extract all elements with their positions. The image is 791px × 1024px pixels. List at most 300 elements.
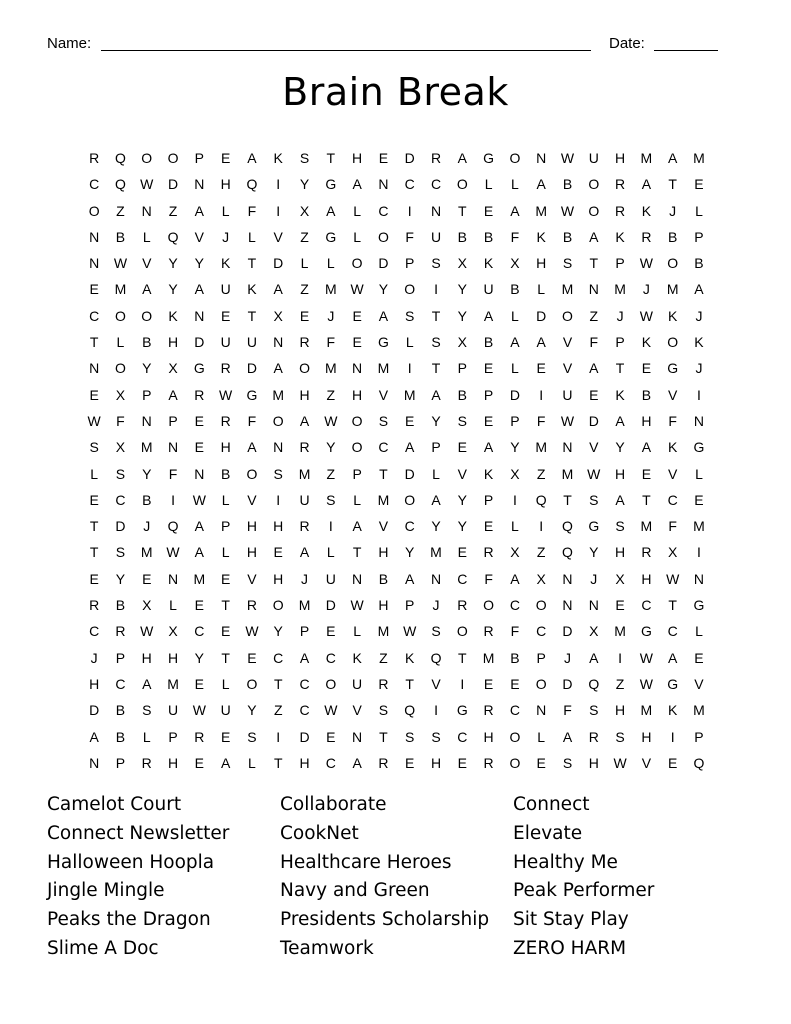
grid-letter[interactable]: Z [300,281,309,298]
grid-letter[interactable]: X [589,623,599,640]
grid-letter[interactable]: W [324,412,338,429]
grid-letter[interactable]: H [167,754,179,771]
grid-letter[interactable]: L [695,623,703,640]
grid-letter[interactable]: S [326,491,336,508]
grid-letter[interactable]: L [142,728,151,745]
grid-letter[interactable]: Y [168,281,178,298]
grid-letter[interactable]: C [536,623,547,640]
grid-letter[interactable]: L [432,465,440,482]
grid-letter[interactable]: H [588,754,599,771]
grid-letter[interactable]: G [588,518,600,535]
grid-letter[interactable]: E [273,544,283,561]
grid-letter[interactable]: W [192,491,206,508]
grid-letter[interactable]: O [562,307,573,324]
grid-letter[interactable]: L [511,360,519,377]
grid-letter[interactable]: M [377,360,390,377]
grid-letter[interactable]: E [483,412,494,429]
grid-letter[interactable]: E [299,307,310,324]
grid-letter[interactable]: N [430,202,442,219]
grid-letter[interactable]: E [142,570,152,587]
grid-letter[interactable]: G [693,439,705,456]
grid-letter[interactable]: H [483,728,494,745]
grid-letter[interactable]: R [457,597,468,614]
grid-letter[interactable]: Y [378,281,389,298]
grid-letter[interactable]: T [563,491,572,508]
grid-letter[interactable]: W [140,623,154,640]
grid-letter[interactable]: A [168,386,178,403]
grid-letter[interactable]: P [168,728,178,745]
grid-letter[interactable]: L [484,176,493,193]
grid-letter[interactable]: D [509,386,520,403]
grid-letter[interactable]: R [615,176,626,193]
grid-letter[interactable]: L [405,334,414,351]
grid-letter[interactable]: N [693,570,705,587]
grid-letter[interactable]: W [350,597,364,614]
grid-letter[interactable]: K [615,386,625,403]
grid-letter[interactable]: I [670,728,675,745]
grid-letter[interactable]: Z [273,702,283,719]
grid-letter[interactable]: I [276,176,281,193]
grid-letter[interactable]: F [536,412,546,429]
grid-letter[interactable]: B [115,728,126,745]
grid-letter[interactable]: P [299,623,310,640]
grid-letter[interactable]: O [456,623,468,640]
grid-letter[interactable]: O [272,597,284,614]
grid-letter[interactable]: N [378,176,389,193]
grid-letter[interactable]: M [272,386,285,403]
grid-letter[interactable]: I [171,491,175,508]
grid-letter[interactable]: K [641,334,652,351]
grid-letter[interactable]: S [378,702,389,719]
grid-letter[interactable]: O [88,202,100,219]
grid-letter[interactable]: U [352,675,363,692]
grid-letter[interactable]: T [458,649,467,666]
grid-letter[interactable]: P [483,386,494,403]
grid-letter[interactable]: M [298,465,311,482]
grid-letter[interactable]: M [666,281,679,298]
grid-letter[interactable]: X [510,465,520,482]
grid-letter[interactable]: O [535,597,547,614]
grid-letter[interactable]: D [167,176,179,193]
grid-letter[interactable]: M [614,281,626,298]
grid-letter[interactable]: A [299,412,310,429]
grid-letter[interactable]: K [483,465,494,482]
grid-letter[interactable]: C [430,176,442,193]
grid-letter[interactable]: W [166,544,180,561]
grid-letter[interactable]: K [168,307,178,324]
grid-letter[interactable]: B [220,465,231,482]
grid-letter[interactable]: R [483,754,494,771]
grid-letter[interactable]: D [246,360,257,377]
grid-letter[interactable]: A [589,360,599,377]
grid-letter[interactable]: N [89,228,100,245]
grid-letter[interactable]: E [194,439,204,456]
grid-letter[interactable]: O [509,728,521,745]
grid-letter[interactable]: Q [167,228,179,245]
grid-letter[interactable]: C [378,202,389,219]
grid-letter[interactable]: W [350,281,364,298]
grid-letter[interactable]: C [404,518,415,535]
grid-letter[interactable]: O [509,754,521,771]
grid-letter[interactable]: X [510,544,520,561]
grid-letter[interactable]: I [407,202,412,219]
grid-letter[interactable]: T [405,675,414,692]
grid-letter[interactable]: N [167,570,179,587]
grid-letter[interactable]: P [694,228,704,245]
grid-letter[interactable]: X [168,360,178,377]
grid-letter[interactable]: I [697,544,701,561]
grid-letter[interactable]: S [299,150,310,166]
grid-letter[interactable]: A [483,439,494,456]
grid-letter[interactable]: G [456,702,468,719]
grid-letter[interactable]: E [352,307,362,324]
grid-letter[interactable]: A [615,491,625,508]
grid-letter[interactable]: M [640,150,653,166]
grid-letter[interactable]: H [299,754,310,771]
grid-letter[interactable]: A [142,281,152,298]
grid-letter[interactable]: V [668,386,678,403]
grid-letter[interactable]: Q [430,649,442,666]
grid-letter[interactable]: J [432,597,440,614]
grid-letter[interactable]: O [667,255,679,272]
grid-letter[interactable]: S [431,623,441,640]
grid-letter[interactable]: T [431,360,441,377]
grid-letter[interactable]: O [115,360,126,377]
grid-letter[interactable]: V [562,360,573,377]
grid-letter[interactable]: E [483,518,494,535]
grid-letter[interactable]: O [351,412,363,429]
grid-letter[interactable]: P [115,649,126,666]
grid-letter[interactable]: L [537,728,546,745]
grid-letter[interactable]: V [142,255,152,272]
grid-letter[interactable]: I [276,202,281,219]
grid-letter[interactable]: H [615,465,626,482]
grid-letter[interactable]: F [484,570,493,587]
grid-letter[interactable]: H [167,649,179,666]
grid-letter[interactable]: C [325,649,336,666]
grid-letter[interactable]: F [668,412,677,429]
grid-letter[interactable]: E [457,754,467,771]
grid-letter[interactable]: X [536,570,546,587]
grid-letter[interactable]: U [325,570,336,587]
grid-letter[interactable]: N [89,754,100,771]
date-field-line[interactable] [654,50,718,51]
grid-letter[interactable]: T [352,544,362,561]
grid-letter[interactable]: E [220,307,231,324]
grid-letter[interactable]: Q [562,518,573,535]
grid-letter[interactable]: O [115,307,126,324]
grid-letter[interactable]: R [378,754,389,771]
grid-letter[interactable]: W [613,754,627,771]
grid-letter[interactable]: Y [194,255,204,272]
grid-letter[interactable]: S [431,728,441,745]
grid-letter[interactable]: A [457,150,467,166]
grid-letter[interactable]: L [300,255,309,272]
grid-letter[interactable]: S [142,702,152,719]
grid-letter[interactable]: N [562,439,573,456]
grid-letter[interactable]: O [246,675,258,692]
grid-letter[interactable]: R [483,702,494,719]
grid-letter[interactable]: K [247,281,257,298]
grid-letter[interactable]: A [247,150,257,166]
grid-letter[interactable]: I [539,386,544,403]
grid-letter[interactable]: P [431,439,441,456]
grid-letter[interactable]: A [247,439,257,456]
grid-letter[interactable]: N [693,412,705,429]
grid-letter[interactable]: S [431,334,441,351]
grid-letter[interactable]: G [377,334,389,351]
grid-letter[interactable]: G [483,150,495,166]
grid-letter[interactable]: O [246,465,258,482]
grid-letter[interactable]: A [510,570,520,587]
grid-letter[interactable]: R [141,754,152,771]
grid-letter[interactable]: R [194,728,205,745]
grid-letter[interactable]: H [641,728,652,745]
grid-letter[interactable]: M [693,702,705,719]
grid-letter[interactable]: Y [247,702,257,719]
grid-letter[interactable]: C [273,649,284,666]
grid-letter[interactable]: T [668,597,677,614]
grid-letter[interactable]: P [405,597,415,614]
grid-letter[interactable]: Z [379,649,388,666]
grid-letter[interactable]: R [483,544,494,561]
grid-letter[interactable]: G [667,360,679,377]
grid-letter[interactable]: M [140,439,153,456]
grid-letter[interactable]: R [378,675,389,692]
grid-letter[interactable]: L [353,228,362,245]
grid-letter[interactable]: M [535,439,548,456]
grid-letter[interactable]: E [89,570,99,587]
grid-letter[interactable]: E [89,491,99,508]
grid-letter[interactable]: O [141,150,153,166]
grid-letter[interactable]: E [326,728,336,745]
grid-letter[interactable]: M [561,465,574,482]
grid-letter[interactable]: R [641,544,652,561]
grid-letter[interactable]: S [431,255,441,272]
grid-letter[interactable]: I [697,386,701,403]
grid-letter[interactable]: Y [431,412,441,429]
grid-letter[interactable]: W [560,412,575,429]
grid-letter[interactable]: C [194,623,205,640]
grid-letter[interactable]: S [405,728,415,745]
grid-letter[interactable]: T [431,307,441,324]
grid-letter[interactable]: A [194,202,204,219]
grid-letter[interactable]: T [247,307,257,324]
grid-letter[interactable]: A [668,150,678,166]
grid-letter[interactable]: A [194,281,204,298]
grid-letter[interactable]: O [299,360,310,377]
grid-letter[interactable]: C [404,176,415,193]
grid-letter[interactable]: A [299,649,310,666]
grid-letter[interactable]: A [510,202,520,219]
grid-letter[interactable]: L [142,228,151,245]
grid-letter[interactable]: Q [535,491,547,508]
grid-letter[interactable]: P [194,150,204,166]
grid-letter[interactable]: W [587,465,601,482]
grid-letter[interactable]: V [668,465,678,482]
grid-letter[interactable]: J [642,281,650,298]
grid-letter[interactable]: A [378,307,389,324]
grid-letter[interactable]: J [301,570,309,587]
grid-letter[interactable]: V [247,570,257,587]
grid-letter[interactable]: T [642,491,651,508]
grid-letter[interactable]: Q [246,176,258,193]
grid-letter[interactable]: V [641,754,652,771]
grid-letter[interactable]: C [378,439,389,456]
grid-letter[interactable]: G [193,360,205,377]
grid-letter[interactable]: O [377,228,389,245]
grid-letter[interactable]: C [89,176,100,193]
grid-letter[interactable]: A [641,176,652,193]
grid-letter[interactable]: E [220,150,231,166]
grid-letter[interactable]: K [668,702,678,719]
grid-letter[interactable]: E [615,597,625,614]
grid-letter[interactable]: O [588,176,600,193]
grid-letter[interactable]: O [667,334,679,351]
grid-letter[interactable]: P [220,518,231,535]
grid-letter[interactable]: M [167,675,179,692]
grid-letter[interactable]: D [325,597,336,614]
grid-letter[interactable]: E [483,675,494,692]
grid-letter[interactable]: D [299,728,310,745]
grid-letter[interactable]: M [193,570,206,587]
grid-letter[interactable]: I [539,518,544,535]
grid-letter[interactable]: Y [273,623,283,640]
grid-letter[interactable]: N [352,570,363,587]
grid-letter[interactable]: Y [115,570,126,587]
grid-letter[interactable]: S [589,491,599,508]
grid-letter[interactable]: K [536,228,546,245]
grid-letter[interactable]: J [143,518,151,535]
grid-letter[interactable]: G [325,176,337,193]
grid-letter[interactable]: C [325,754,336,771]
grid-letter[interactable]: P [536,649,546,666]
grid-letter[interactable]: B [142,334,152,351]
grid-letter[interactable]: Q [562,544,573,561]
grid-letter[interactable]: V [378,386,389,403]
grid-letter[interactable]: U [246,334,257,351]
grid-letter[interactable]: X [273,307,283,324]
grid-letter[interactable]: X [299,202,310,219]
grid-letter[interactable]: O [351,255,363,272]
grid-letter[interactable]: O [535,675,547,692]
grid-letter[interactable]: L [90,465,99,482]
grid-letter[interactable]: H [641,412,652,429]
grid-letter[interactable]: S [589,702,599,719]
grid-letter[interactable]: E [89,386,99,403]
grid-letter[interactable]: S [562,754,573,771]
grid-letter[interactable]: V [694,675,704,692]
grid-letter[interactable]: N [167,439,179,456]
grid-letter[interactable]: H [352,386,363,403]
grid-letter[interactable]: E [694,649,704,666]
grid-letter[interactable]: A [641,439,652,456]
grid-letter[interactable]: M [640,518,653,535]
grid-letter[interactable]: J [327,307,335,324]
name-field-line[interactable] [101,50,591,51]
grid-letter[interactable]: E [483,360,494,377]
grid-letter[interactable]: V [247,491,257,508]
grid-letter[interactable]: N [562,570,573,587]
grid-letter[interactable]: I [407,360,412,377]
grid-letter[interactable]: A [89,728,99,745]
grid-letter[interactable]: Z [116,202,125,219]
grid-letter[interactable]: V [194,228,204,245]
grid-letter[interactable]: U [430,228,442,245]
grid-letter[interactable]: U [562,386,573,403]
grid-letter[interactable]: B [668,228,678,245]
grid-letter[interactable]: F [168,465,178,482]
grid-letter[interactable]: A [194,544,204,561]
grid-letter[interactable]: D [378,255,389,272]
grid-letter[interactable]: C [457,570,468,587]
grid-letter[interactable]: S [115,544,126,561]
grid-letter[interactable]: A [352,518,362,535]
grid-letter[interactable]: H [430,754,442,771]
grid-letter[interactable]: L [248,754,256,771]
grid-letter[interactable]: K [483,255,494,272]
grid-letter[interactable]: Q [404,702,416,719]
grid-letter[interactable]: H [220,176,231,193]
grid-letter[interactable]: R [641,228,652,245]
grid-letter[interactable]: D [562,675,573,692]
grid-letter[interactable]: X [168,623,178,640]
grid-letter[interactable]: O [351,439,363,456]
grid-letter[interactable]: A [273,360,283,377]
grid-letter[interactable]: N [194,465,205,482]
grid-letter[interactable]: S [89,439,99,456]
grid-letter[interactable]: D [89,702,100,719]
grid-letter[interactable]: R [588,728,599,745]
grid-letter[interactable]: W [192,702,206,719]
grid-letter[interactable]: N [352,360,363,377]
grid-letter[interactable]: W [639,649,653,666]
grid-letter[interactable]: O [588,202,600,219]
grid-letter[interactable]: I [328,518,333,535]
grid-letter[interactable]: M [377,623,390,640]
grid-letter[interactable]: T [89,334,99,351]
grid-letter[interactable]: P [405,255,415,272]
grid-letter[interactable]: Y [510,439,520,456]
grid-letter[interactable]: M [114,281,127,298]
grid-letter[interactable]: W [639,307,653,324]
grid-letter[interactable]: Q [167,518,179,535]
grid-letter[interactable]: B [510,281,520,298]
grid-letter[interactable]: Y [299,176,310,193]
grid-letter[interactable]: Y [457,281,467,298]
grid-letter[interactable]: W [87,412,101,429]
grid-letter[interactable]: L [169,597,177,614]
grid-letter[interactable]: F [405,228,414,245]
grid-letter[interactable]: E [220,728,231,745]
grid-letter[interactable]: L [221,491,230,508]
grid-letter[interactable]: U [167,702,179,719]
grid-letter[interactable]: S [378,412,389,429]
grid-letter[interactable]: N [89,360,100,377]
grid-letter[interactable]: R [483,623,494,640]
grid-letter[interactable]: X [668,544,678,561]
grid-letter[interactable]: G [640,623,652,640]
grid-letter[interactable]: M [430,544,442,561]
grid-letter[interactable]: V [378,518,389,535]
grid-letter[interactable]: H [89,675,100,692]
grid-letter[interactable]: T [89,544,99,561]
grid-letter[interactable]: S [615,518,625,535]
grid-letter[interactable]: M [561,281,574,298]
grid-letter[interactable]: A [220,754,231,771]
grid-letter[interactable]: M [298,597,311,614]
grid-letter[interactable]: L [221,202,230,219]
